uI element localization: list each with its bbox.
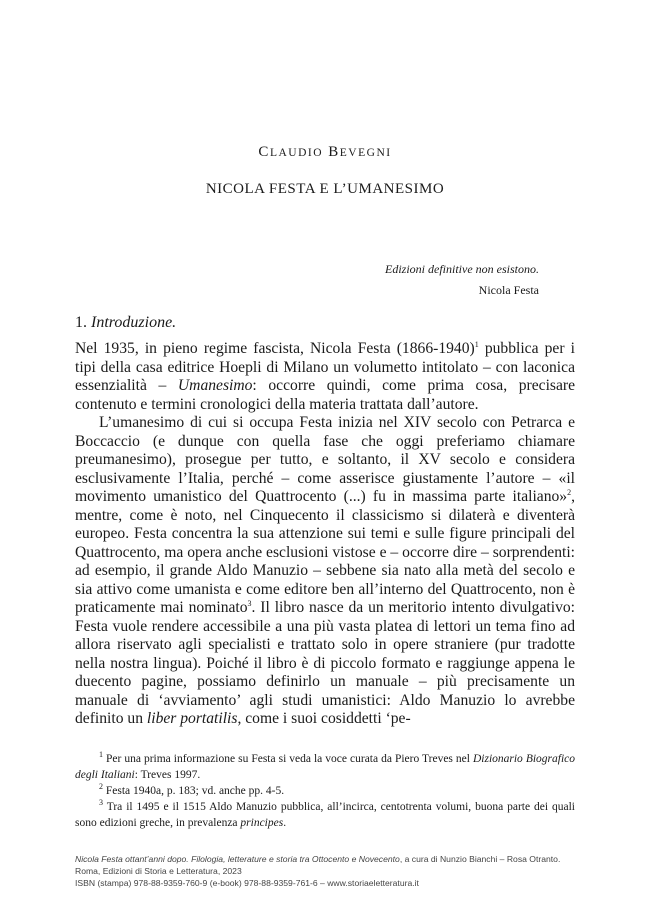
footnote-ref-1[interactable]: 1 — [474, 339, 479, 349]
footnote-ref-2[interactable]: 2 — [567, 487, 572, 497]
section-number: 1. — [75, 314, 87, 331]
epigraph-attribution: Nicola Festa — [478, 283, 539, 297]
author-name: CLAUDIO BEVEGNI — [258, 144, 392, 160]
footnote-ref-3[interactable]: 3 — [247, 598, 252, 608]
article-title: NICOLA FESTA E L’UMANESIMO — [205, 181, 445, 197]
imprint-line-3: ISBN (stampa) 978-88-9359-760-9 (e-book) 978-88-9359-761-6 – www.storiaeletteratura.it — [75, 878, 419, 888]
imprint-line-1: Nicola Festa ottant’anni dopo. Filologia, letterature e storia tra Ottocento e Novecento, a cura di Nunzio Bianchi – Rosa Otranto. — [75, 854, 561, 864]
footnote-2: $^2$ Festa 1940a, p. 183; vd. anche pp. 4-5. — [99, 782, 285, 797]
body-text — [75, 340, 575, 729]
section-title: Introduzione. — [91, 314, 177, 331]
epigraph-quote: Edizioni definitive non esistono. — [385, 262, 539, 276]
section-heading — [75, 314, 176, 332]
imprint-line-2: Roma, Edizioni di Storia e Letteratura, 2023 — [75, 866, 242, 876]
footnotes — [75, 751, 575, 831]
footnote-1: $^1$ Per una prima informazione su Festa si veda la voce curata da Piero Treves nel Dizionario Biografico degli Italiani: Treves 1997. — [75, 750, 576, 781]
footnote-3: $^3$ Tra il 1495 e il 1515 Aldo Manuzio pubblica, all’incirca, centotrenta volumi, buona parte dei quali sono edizioni greche, in prevalenza principes. — [75, 798, 576, 829]
paragraph-2: L’umanesimo di cui si occupa Festa inizia nel XIV secolo con Petrarca e Boccaccio (e dunque con quella fase che oggi preferiamo chiamare preumanesimo), prosegue per tutto, e soltanto, il XV secolo e considera esclusivamente l’Italia, perché – come asserisce giustamente l’autore – «il movimento umanistico del Quattrocento (...) fu in massima parte italiano»$^2$, mentre, come è noto, nel Cinquecento il classicismo si dilaterà e diventerà europeo. Festa concentra la sua attenzione sui temi e sulle figure principali del Quattrocento, ma opera anche esclusioni vistose e – occorre dire – sorprendenti: ad esempio, il grande Aldo Manuzio – sebbene sia nato alla metà del secolo e sia attivo come umanista e come editore ben all’interno del Quattrocento, non è praticamente mai nominato$^3$. Il libro nasce da un meritorio intento divulgativo: Festa vuole rendere accessibile a una più vasta platea di lettori un tema fino ad allora riservato agli specialisti e trattato solo in opere straniere (pur tradotte nella nostra lingua). Poiché il libro è di piccolo formato e raggiunge appena le duecento pagine, possiamo definirlo un manuale – più precisamente un manuale di ‘avviamento’ agli studi umanistici: Aldo Manuzio lo avrebbe definito un liber portatilis, come i suoi cosiddetti ‘pe- — [75, 414, 575, 727]
paragraph-1: Nel 1935, in pieno regime fascista, Nicola Festa (1866-1940)$^1$ pubblica per i tipi della casa editrice Hoepli di Milano un volumetto intitolato – con laconica essenzialità – Umanesimo: occorre quindi, come prima cosa, precisare contenuto e termini cronologici della materia trattata dall’autore. — [75, 339, 576, 413]
imprint — [75, 853, 575, 889]
